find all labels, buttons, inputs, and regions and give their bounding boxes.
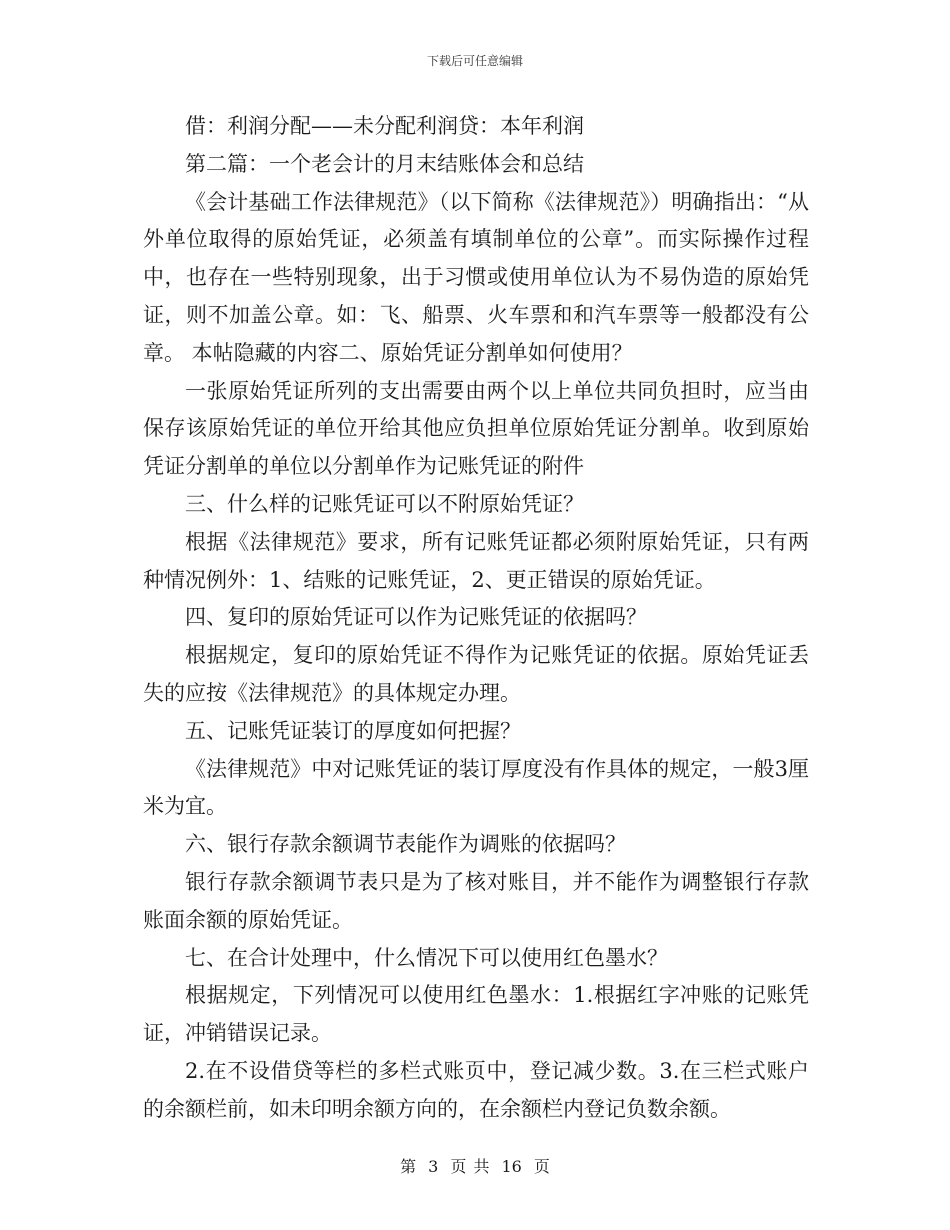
paragraph: 根据规定，复印的原始凭证不得作为记账凭证的依据。原始凭证丢失的应按《法律规范》的具体规定办理。 — [143, 643, 809, 705]
current-page-number: 3 — [428, 1157, 439, 1176]
paragraph: 《会计基础工作法律规范》（以下简称《法律规范》）明确指出：“从外单位取得的原始凭证，必须盖有填制单位的公章”。而实际操作过程中，也存在一些特别现象，出于习惯或使用单位认为不易伪造的原始凭证，则不加盖公章。如：飞、船票、火车票和和汽车票等一般都没有公章。 本帖隐藏的内容二、原始凭证分割单如何使用？ — [143, 189, 809, 365]
paragraph: 根据规定，下列情况可以使用红色墨水：1.根据红字冲账的记账凭证，冲销错误记录。 — [143, 983, 809, 1046]
paragraph: 一张原始凭证所列的支出需要由两个以上单位共同负担时，应当由保存该原始凭证的单位开给其他应负担单位原始凭证分割单。收到原始凭证分割单的单位以分割单作为记账凭证的附件 — [143, 378, 809, 479]
question-heading: 四、复印的原始凭证可以作为记账凭证的依据吗？ — [185, 605, 647, 630]
question-heading: 三、什么样的记账凭证可以不附原始凭证？ — [185, 491, 584, 516]
question-heading: 七、在合计处理中，什么情况下可以使用红色墨水？ — [185, 945, 668, 970]
paragraph: 借：利润分配——未分配利润贷：本年利润 — [185, 114, 584, 138]
footer-suffix: 页 — [533, 1157, 550, 1176]
document-body — [143, 108, 809, 1129]
paragraph: 《法律规范》中对记账凭证的装订厚度没有作具体的规定，一般3厘米为宜。 — [143, 756, 809, 819]
page-header: 下载后可任意编辑 — [426, 54, 523, 68]
question-heading: 五、记账凭证装订的厚度如何把握？ — [185, 718, 521, 743]
section-title: 第二篇：一个老会计的月末结账体会和总结 — [185, 151, 584, 176]
total-page-count: 16 — [501, 1157, 522, 1176]
question-heading: 六、银行存款余额调节表能作为调账的依据吗？ — [185, 832, 626, 857]
paragraph: 根据《法律规范》要求，所有记账凭证都必须附原始凭证，只有两种情况例外：1、结账的记账凭证，2、更正错误的原始凭证。 — [143, 529, 809, 592]
footer-middle: 页 共 — [450, 1157, 490, 1176]
footer-prefix: 第 — [400, 1157, 417, 1176]
paragraph: 银行存款余额调节表只是为了核对账目，并不能作为调整银行存款账面余额的原始凭证。 — [143, 869, 809, 932]
paragraph: 2.在不设借贷等栏的多栏式账页中，登记减少数。3.在三栏式账户的余额栏前，如未印明余额方向的，在余额栏内登记负数余额。 — [143, 1058, 809, 1121]
page-footer — [0, 1154, 950, 1177]
